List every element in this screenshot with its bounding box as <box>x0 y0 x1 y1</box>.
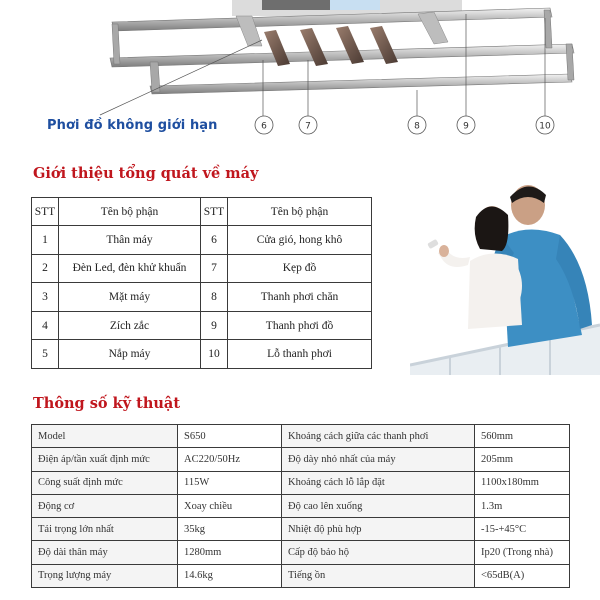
table-header-row <box>32 198 372 226</box>
spec-label: Trọng lượng máy <box>32 564 178 587</box>
column-header: Tên bộ phận <box>59 198 201 226</box>
table-row <box>32 541 570 564</box>
table-cell: Cửa gió, hong khô <box>228 226 372 255</box>
table-row <box>32 518 570 541</box>
table-cell: 2 <box>32 254 59 283</box>
column-header: Tên bộ phận <box>228 198 372 226</box>
table-cell: 4 <box>32 311 59 340</box>
table-cell: Lỗ thanh phơi <box>228 340 372 369</box>
table-cell: 1 <box>32 226 59 255</box>
spec-label: Tải trọng lớn nhất <box>32 518 178 541</box>
spec-value: 1.3m <box>475 494 570 517</box>
column-header: STT <box>201 198 228 226</box>
column-header: STT <box>32 198 59 226</box>
table-row <box>32 564 570 587</box>
middle-bar <box>110 44 574 67</box>
spec-value: AC220/50Hz <box>178 448 282 471</box>
table-row <box>32 425 570 448</box>
table-cell: 8 <box>201 283 228 312</box>
spec-value: Xoay chiều <box>178 494 282 517</box>
table-row <box>32 283 372 312</box>
parts-table <box>31 197 372 369</box>
callout-label: 10 <box>539 121 551 132</box>
spec-value: <65dB(A) <box>475 564 570 587</box>
intro-title: Giới thiệu tổng quát về máy <box>33 165 259 182</box>
table-cell: 5 <box>32 340 59 369</box>
spec-label: Nhiệt độ phù hợp <box>282 518 475 541</box>
spec-value: Ip20 (Trong nhà) <box>475 541 570 564</box>
table-cell: Thân máy <box>59 226 201 255</box>
spec-label: Điện áp/tần xuất định mức <box>32 448 178 471</box>
table-cell: Đèn Led, đèn khử khuẩn <box>59 254 201 283</box>
table-cell: 3 <box>32 283 59 312</box>
spec-value: 205mm <box>475 448 570 471</box>
table-row <box>32 448 570 471</box>
spec-label: Khoảng cách lỗ lắp đặt <box>282 471 475 494</box>
table-cell: Thanh phơi chăn <box>228 283 372 312</box>
spec-label: Khoảng cách giữa các thanh phơi <box>282 425 475 448</box>
spec-value: 115W <box>178 471 282 494</box>
table-row <box>32 311 372 340</box>
table-cell: 6 <box>201 226 228 255</box>
table-cell: 7 <box>201 254 228 283</box>
table-cell: 10 <box>201 340 228 369</box>
spec-value: S650 <box>178 425 282 448</box>
couple-photo <box>410 175 600 375</box>
spec-table <box>31 424 570 588</box>
hero-caption: Phơi đồ không giới hạn <box>47 118 218 133</box>
spec-title: Thông số kỹ thuật <box>33 395 181 412</box>
spec-value: 1280mm <box>178 541 282 564</box>
table-row <box>32 471 570 494</box>
spec-label: Động cơ <box>32 494 178 517</box>
spec-value: 35kg <box>178 518 282 541</box>
spec-label: Tiếng ồn <box>282 564 475 587</box>
spec-value: -15-+45°C <box>475 518 570 541</box>
spec-label: Công suất định mức <box>32 471 178 494</box>
spec-label: Cấp độ bảo hộ <box>282 541 475 564</box>
callout-label: 9 <box>463 121 469 132</box>
spec-label: Độ dày nhỏ nhất của máy <box>282 448 475 471</box>
spec-label: Model <box>32 425 178 448</box>
callout-label: 7 <box>305 121 311 132</box>
table-row <box>32 254 372 283</box>
table-cell: Mặt máy <box>59 283 201 312</box>
spec-value: 14.6kg <box>178 564 282 587</box>
front-bar <box>150 74 572 94</box>
table-cell: Kẹp đồ <box>228 254 372 283</box>
table-row <box>32 226 372 255</box>
callout-label: 8 <box>414 121 420 132</box>
table-cell: Thanh phơi đồ <box>228 311 372 340</box>
spec-value: 560mm <box>475 425 570 448</box>
spec-label: Độ dài thân máy <box>32 541 178 564</box>
table-row <box>32 340 372 369</box>
table-cell: Zích zắc <box>59 311 201 340</box>
table-row <box>32 494 570 517</box>
table-cell: 9 <box>201 311 228 340</box>
callout-label: 6 <box>261 121 267 132</box>
spec-value: 1100x180mm <box>475 471 570 494</box>
spec-label: Độ cao lên xuống <box>282 494 475 517</box>
table-cell: Nắp máy <box>59 340 201 369</box>
